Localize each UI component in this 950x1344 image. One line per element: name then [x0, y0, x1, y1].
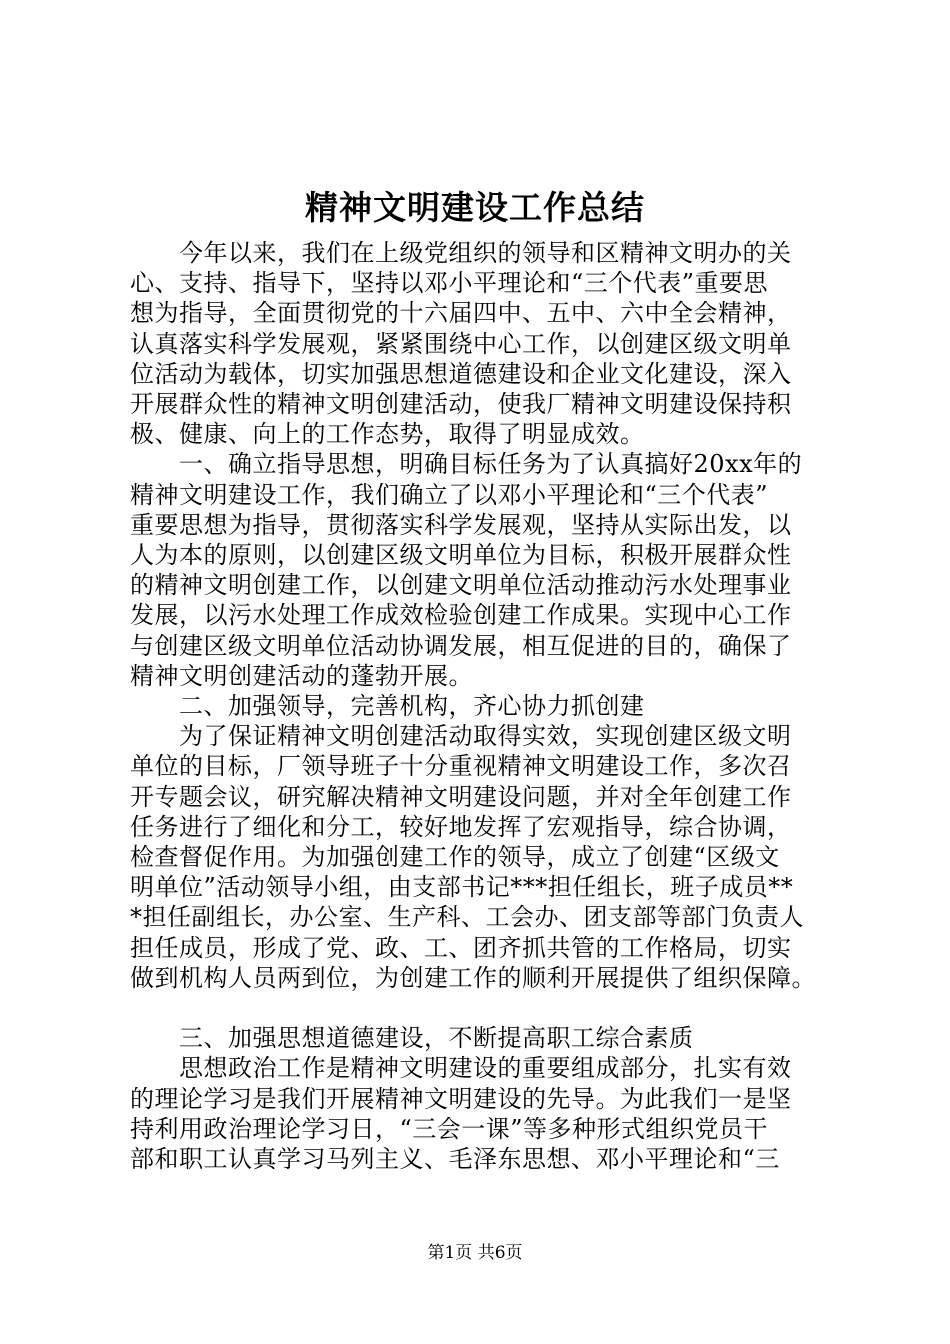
body-text-line: 检查督促作用。为加强创建工作的领导，成立了创建“区级文	[130, 843, 780, 871]
body-text-line: 与创建区级文明单位活动协调发展，相互促进的目的，确保了	[130, 631, 792, 660]
body-text-line: 认真落实科学发展观，紧紧围绕中心工作，以创建区级文明单	[130, 329, 792, 358]
body-text-line: 的精神文明创建工作，以创建文明单位活动推动污水处理事业	[130, 571, 792, 600]
page-footer: 第1页 共6页	[427, 1243, 523, 1263]
body-text-line: 担任成员，形成了党、政、工、团齐抓共管的工作格局，切实	[130, 933, 792, 962]
body-text-line: 开专题会议，研究解决精神文明建设问题，并对全年创建工作	[130, 782, 792, 811]
body-text-line: 的理论学习是我们开展精神文明建设的先导。为此我们一是坚	[130, 1084, 792, 1113]
body-text-line: 做到机构人员两到位，为创建工作的顺利开展提供了组织保障。	[130, 963, 816, 992]
body-text-line: 精神文明创建活动的蓬勃开展。	[130, 661, 473, 690]
page-title: 精神文明建设工作总结	[305, 188, 645, 227]
body-text-line: 心、支持、指导下，坚持以邓小平理论和“三个代表”重要思	[130, 269, 769, 298]
body-text-line: 思想政治工作是精神文明建设的重要组成部分，扎实有效	[130, 1054, 792, 1083]
body-text-line: 想为指导，全面贯彻党的十六届四中、五中、六中全会精神，	[130, 299, 792, 328]
body-text-line: 任务进行了细化和分工，较好地发挥了宏观指导，综合协调，	[130, 812, 792, 841]
body-text-line: 三、加强思想道德建设，不断提高职工综合素质	[130, 1024, 694, 1053]
body-text-line: 人为本的原则，以创建区级文明单位为目标，积极开展群众性	[130, 541, 792, 569]
body-text-line: 持利用政治理论学习日，“三会一课”等多种形式组织党员干	[130, 1114, 769, 1143]
body-text-line: *担任副组长，办公室、生产科、工会办、团支部等部门负责人	[130, 903, 804, 932]
body-text-line: 今年以来，我们在上级党组织的领导和区精神文明办的关	[130, 239, 792, 267]
body-text-line: 位活动为载体，切实加强思想道德建设和企业文化建设，深入	[130, 359, 792, 388]
body-text-line: 精神文明建设工作，我们确立了以邓小平理论和“三个代表”	[130, 480, 769, 509]
body-text-line: 开展群众性的精神文明创建活动，使我厂精神文明建设保持积	[130, 390, 792, 418]
body-text-line: 部和职工认真学习马列主义、毛泽东思想、邓小平理论和“三	[130, 1145, 780, 1173]
body-text-line: 为了保证精神文明创建活动取得实效，实现创建区级文明	[130, 722, 792, 751]
body-text-line: 发展，以污水处理工作成效检验创建工作成果。实现中心工作	[130, 601, 792, 630]
body-text-line: 一、确立指导思想，明确目标任务为了认真搞好20xx年的	[130, 450, 803, 479]
body-text-line: 单位的目标，厂领导班子十分重视精神文明建设工作，多次召	[130, 752, 792, 781]
body-text-line: 重要思想为指导，贯彻落实科学发展观，坚持从实际出发，以	[130, 510, 792, 539]
body-text-line: 明单位”活动领导小组，由支部书记***担任组长，班子成员**	[130, 873, 794, 902]
body-text-line: 二、加强领导，完善机构，齐心协力抓创建	[130, 692, 645, 720]
body-text-line: 极、健康、向上的工作态势，取得了明显成效。	[130, 420, 645, 449]
